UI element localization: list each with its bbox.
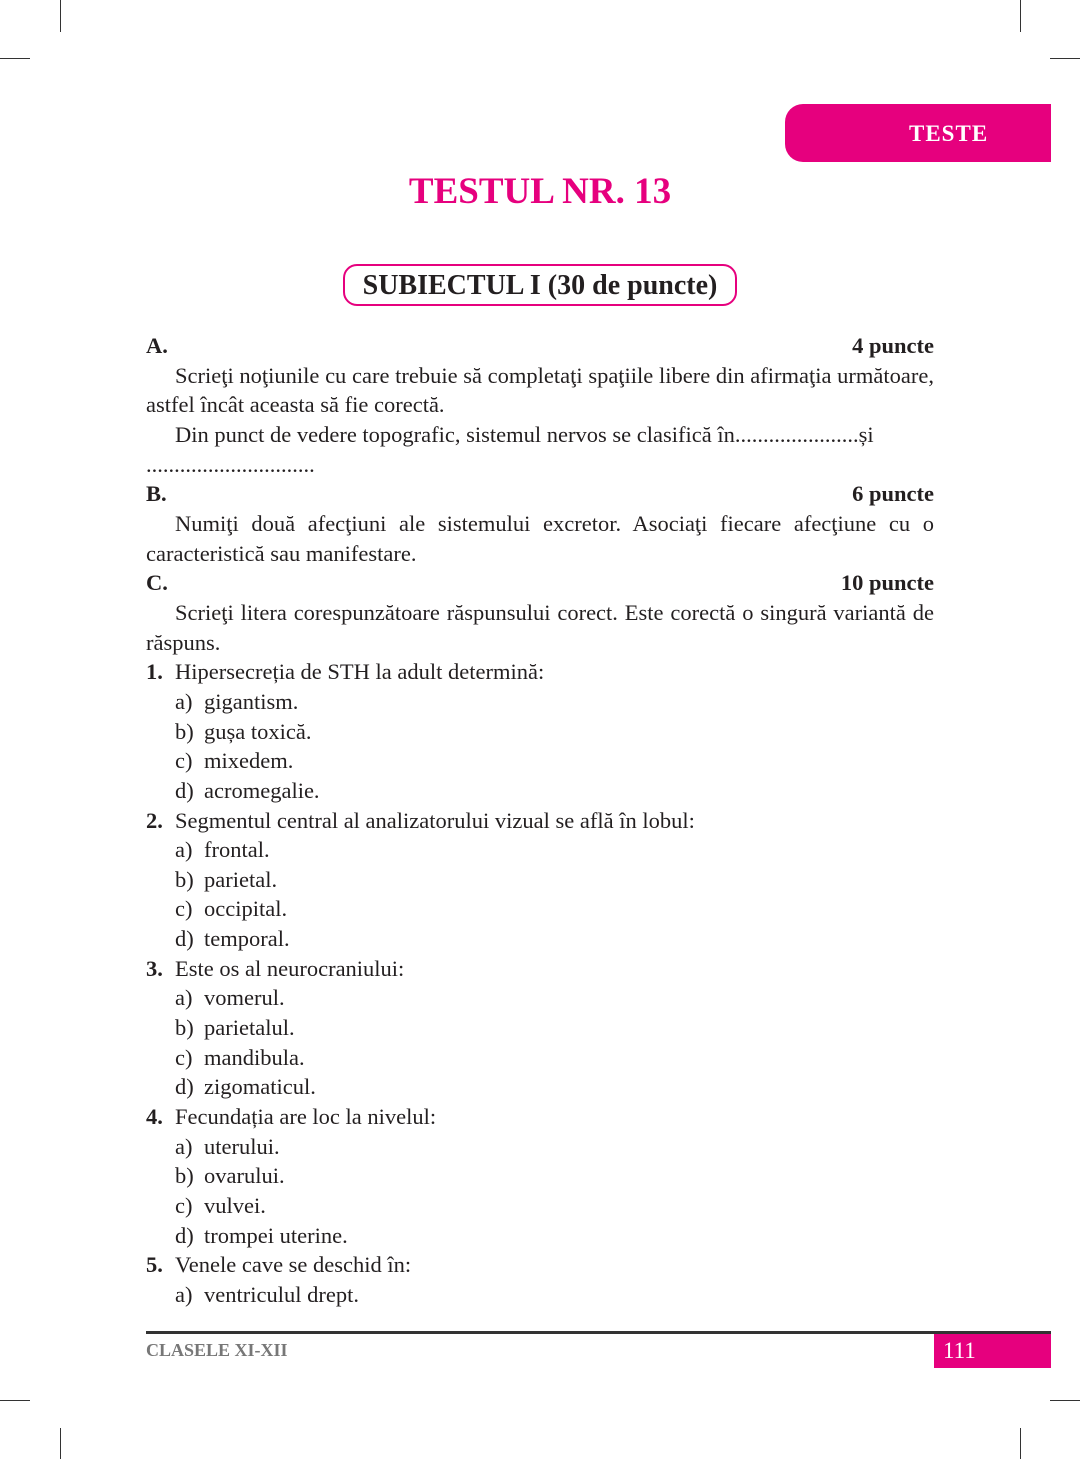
question-number: 1. (146, 659, 163, 685)
section-b-header (146, 479, 934, 509)
question-number: 4. (146, 1104, 163, 1130)
answer-option (146, 1191, 934, 1221)
option-letter: a) (175, 1282, 193, 1307)
page-title: TESTUL NR. 13 (408, 171, 672, 212)
option-letter: a) (175, 837, 193, 863)
question-list (146, 657, 934, 1309)
answer-option (146, 924, 934, 954)
option-letter: c) (175, 748, 193, 774)
subject-heading: SUBIECTUL I (30 de puncte) (343, 264, 737, 306)
crop-mark (1050, 1400, 1080, 1401)
answer-option (146, 835, 934, 865)
question-text: Venele cave se deschid în: (175, 1252, 412, 1278)
option-letter: a) (175, 985, 193, 1011)
option-letter: c) (175, 1193, 193, 1219)
answer-option (146, 983, 934, 1013)
option-text: vomerul. (204, 985, 285, 1011)
option-text: frontal. (204, 837, 270, 863)
question-number: 3. (146, 955, 163, 981)
answer-option (146, 1161, 934, 1191)
section-tab: TESTE (785, 104, 1051, 162)
section-c-instruction: Scrieţi litera corespunzătoare răspunsului corect. Este corectă o singură variantă de răspuns. (146, 599, 934, 655)
option-text: occipital. (204, 896, 288, 922)
option-letter: c) (175, 896, 193, 922)
section-a-blank: .............................. (146, 451, 315, 477)
option-text: gușa toxică. (204, 718, 312, 744)
footer-label: CLASELE XI-XII (146, 1340, 288, 1360)
question (146, 1250, 934, 1280)
section-letter: B. (146, 481, 167, 507)
answer-option (146, 894, 934, 924)
section-letter: C. (146, 570, 168, 596)
question-number: 2. (146, 807, 163, 833)
question-text: Segmentul central al analizatorului vizual se află în lobul: (175, 807, 695, 833)
option-text: parietalul. (204, 1015, 295, 1041)
answer-option (146, 687, 934, 717)
option-text: zigomaticul. (204, 1074, 316, 1100)
section-c-header (146, 568, 934, 598)
question-text: Hipersecreția de STH la adult determină: (175, 659, 545, 685)
question (146, 1102, 934, 1132)
crop-mark (1020, 1428, 1021, 1459)
option-letter: b) (175, 1163, 194, 1189)
option-letter: b) (175, 866, 194, 892)
page-number: 111 (934, 1334, 1051, 1368)
option-text: uterului. (204, 1133, 280, 1159)
answer-option (146, 776, 934, 806)
answer-option (146, 1072, 934, 1102)
crop-mark (0, 58, 30, 59)
section-a-statement: Din punct de vedere topografic, sistemul nervos se clasifică în......................și (175, 421, 874, 447)
crop-mark (0, 1400, 30, 1401)
crop-mark (1050, 58, 1080, 59)
option-text: mixedem. (204, 748, 294, 774)
option-text: parietal. (204, 866, 278, 892)
question-text: Este os al neurocraniului: (175, 955, 405, 981)
option-letter: d) (175, 1074, 194, 1100)
option-letter: c) (175, 1044, 193, 1070)
option-text: mandibula. (204, 1044, 305, 1070)
option-letter: d) (175, 777, 194, 803)
option-text: temporal. (204, 926, 290, 952)
section-a-instruction: Scrieţi noţiunile cu care trebuie să completaţi spaţiile libere din afirmaţia următoare, astfel încât aceasta să fie corectă. (146, 362, 934, 418)
answer-option (146, 1013, 934, 1043)
answer-option (146, 1043, 934, 1073)
question-text: Fecundația are loc la nivelul: (175, 1104, 437, 1130)
option-text: trompei uterine. (204, 1222, 348, 1248)
question (146, 657, 934, 687)
test-body (146, 331, 934, 1310)
option-text: acromegalie. (204, 777, 320, 803)
question-number: 5. (146, 1252, 163, 1278)
answer-option (146, 865, 934, 895)
section-points: 4 puncte (852, 333, 934, 358)
option-text: gigantism. (204, 688, 299, 714)
question (146, 806, 934, 836)
crop-mark (60, 0, 61, 32)
option-letter: d) (175, 926, 194, 952)
option-text: ventriculul drept. (204, 1282, 359, 1307)
option-letter: b) (175, 1015, 194, 1041)
answer-option (146, 1280, 934, 1310)
option-letter: b) (175, 718, 194, 744)
section-points: 10 puncte (840, 570, 934, 596)
answer-option (146, 1132, 934, 1162)
section-points: 6 puncte (852, 481, 934, 507)
section-b-instruction: Numiţi două afecţiuni ale sistemului excretor. Asociaţi fiecare afecţiune cu o caracteristică sau manifestare. (146, 510, 934, 566)
section-letter: A. (146, 333, 168, 358)
crop-mark (1020, 0, 1021, 32)
option-letter: a) (175, 688, 193, 714)
option-text: ovarului. (204, 1163, 285, 1189)
crop-mark (60, 1428, 61, 1459)
answer-option (146, 746, 934, 776)
answer-option (146, 717, 934, 747)
footer-rule (146, 1331, 1051, 1334)
section-a-header (146, 331, 934, 361)
question (146, 954, 934, 984)
option-letter: a) (175, 1133, 193, 1159)
answer-option (146, 1221, 934, 1251)
option-text: vulvei. (204, 1193, 266, 1219)
option-letter: d) (175, 1222, 194, 1248)
